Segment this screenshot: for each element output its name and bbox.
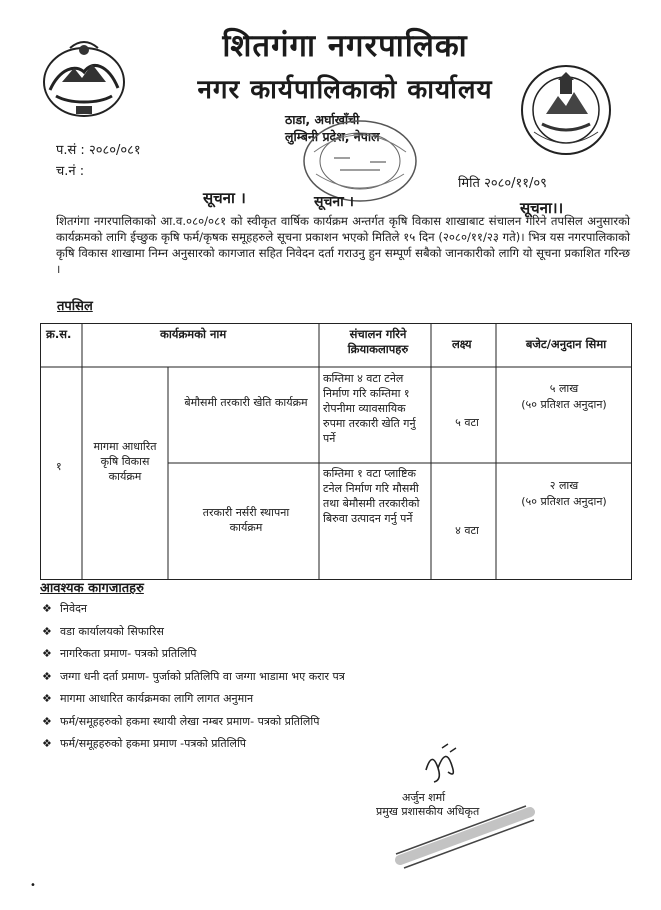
diamond-bullet-icon: ❖ [42,692,52,705]
footer-mark: • [30,880,36,891]
reference-number [56,140,141,158]
address-line-district: ठाडा, अर्घाखाँची [285,112,360,127]
header-program-name: कार्यक्रमको नाम [160,327,227,341]
reference-number-value: २०८०/०८१ [88,143,141,158]
municipality-title: शितगंगा नगरपालिका [222,28,468,64]
address-line-province: लुम्बिनी प्रदेश, नेपाल [285,129,380,144]
nepal-emblem-logo [40,38,128,120]
signatory-name: अर्जुन शर्मा [402,791,446,804]
diamond-bullet-icon: ❖ [42,669,52,683]
diamond-bullet-icon: ❖ [42,602,52,615]
dispatch-number [56,161,84,179]
list-item: ❖ फर्म/समूहहरुको हकमा प्रमाण -पत्रको प्रतिलिपि [42,737,247,750]
reference-number-label: प.सं : [56,143,85,158]
diamond-bullet-icon: ❖ [42,647,52,660]
municipality-logo [516,62,616,158]
officer-stamp [390,798,540,878]
documents-title: आवश्यक कागजातहरु [40,581,144,596]
notice-heading-right: सूचना।। [520,199,564,217]
row1-program: बेमौसमी तरकारी खेति कार्यक्रम [184,396,308,409]
notice-date [458,173,547,191]
row-sn: १ [56,460,62,473]
diamond-bullet-icon: ❖ [42,714,52,728]
list-item: ❖ निवेदन [42,602,88,615]
list-item: ❖ मागमा आधारित कार्यक्रमका लागि लागत अनुमान [42,692,254,705]
header-target: लक्ष्य [452,337,472,351]
signature-mark [412,742,532,790]
dispatch-number-label: च.नं : [56,164,85,179]
row2-activity: कम्तिमा १ वटा प्लाष्टिक टनेल निर्माण गरि मौसमी तथा बेमौसमी तरकारीको बिरुवा उत्पादन गर्नु पर्ने [323,467,420,525]
diamond-bullet-icon: ❖ [42,624,52,638]
header-sn: क्र.स. [46,327,72,341]
row1-budget-note: (५० प्रतिशत अनुदान) [521,398,607,411]
row2-budget-note: (५० प्रतिशत अनुदान) [521,495,607,508]
row1-activity: कम्तिमा ४ वटा टनेल निर्माण गरि कम्तिमा १ रोपनीमा व्यावसायिक रुपमा तरकारी खेति गर्नु पर्ने [323,372,416,445]
list-item: ❖ वडा कार्यालयको सिफारिस [42,624,164,638]
program-group: मागमा आधारित कृषि विकास कार्यक्रम [93,440,157,483]
diamond-bullet-icon: ❖ [42,737,52,750]
office-title: नगर कार्यपालिकाको कार्यालय [197,75,493,105]
row2-budget-amount: २ लाख [549,479,579,492]
header-activities: संचालन गरिने क्रियाकलापहरु [347,327,409,356]
list-item: ❖ नागरिकता प्रमाण- पत्रको प्रतिलिपि [42,647,197,660]
documents-list [42,600,345,758]
row1-target: ५ वटा [455,416,479,429]
program-table [40,323,632,580]
signatory-title: प्रमुख प्रशासकीय अधिकृत [376,805,480,818]
notice-paragraph: शितगंगा नगरपालिकाको आ.व.०८०/०८१ को स्वीकृत वार्षिक कार्यक्रम अन्तर्गत कृषि विकास शाखाबाट संचालन गरिने तपसिल अनुसारको कार्यक्रमको लागि ईच्छुक कृषि फर्म/कृषक समूहहरुले सूचना प्रकाशन भएको मितिले १५ दिन (२०८०/११/२३ गते)। भित्र यस नगरपालिकाको कृषि विकास शाखामा निम्न अनुसारको कागजात सहित निवेदन दर्ता गराउनु हुन सम्पूर्ण सबैको जानकारीको लागि यो सूचना प्रकाशित गरिन्छ । [56,214,630,276]
row1-budget-amount: ५ लाख [549,382,579,395]
notice-heading-middle: सूचना । [314,194,354,210]
row2-target: ४ वटा [455,524,479,537]
list-item: ❖ फर्म/समूहहरुको हकमा स्थायी लेखा नम्बर प्रमाण- पत्रको प्रतिलिपि [42,714,320,728]
list-item: ❖ जग्गा धनी दर्ता प्रमाण- पुर्जाको प्रतिलिपि वा जग्गा भाडामा भए करार पत्र [42,669,345,683]
date-label: मिति [458,176,480,191]
row2-program: तरकारी नर्सरी स्थापना कार्यक्रम [202,506,290,534]
details-label: तपसिल [57,299,93,314]
header-budget: बजेट/अनुदान सिमा [525,337,607,351]
date-value: २०८०/११/०९ [484,176,547,191]
notice-heading-left: सूचना । [203,189,246,207]
